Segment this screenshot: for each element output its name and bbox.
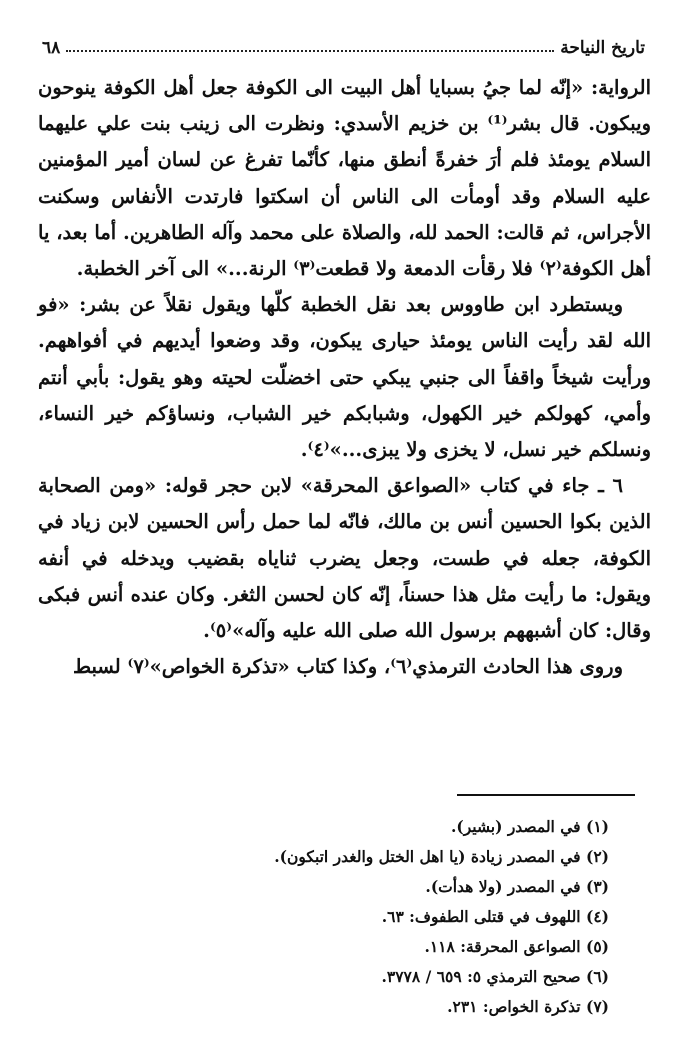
paragraph-sawaiq: ٦ ـ جاء في كتاب «الصواعق المحرقة» لابن حجر قوله: «ومن الصحابة الذين بكوا الحسين أنس بن مالك، فانّه لما حمل رأس الحسين لابن زياد في الكوفة، جعله في طست، وجعل يضرب ثناياه بقضيب ويدخله في أنفه ويقول: ما رأيت مثل هذا حسناً، إنّه كان لحسن الثغر. وكان عنده أنس فبكى وقال: كان أشبههم برسول الله صلى الله عليه وآله»⁽٥⁾. xyxy=(38,474,651,643)
header-dot-leader xyxy=(66,50,554,52)
footnote-3: (٣) في المصدر (ولا هدأت). xyxy=(425,877,609,896)
paragraph-tirmidhi: وروى هذا الحادث الترمذي⁽٦⁾، وكذا كتاب «تذكرة الخواص»⁽٧⁾ لسبط xyxy=(73,655,623,679)
footnote-2: (٢) في المصدر زيادة (يا اهل الختل والغدر اتبكون). xyxy=(274,847,609,866)
page-number: ٦٨ xyxy=(42,38,61,58)
footnote-5: (٥) الصواعق المحرقة: ١١٨. xyxy=(424,937,609,956)
footnote-6: (٦) صحيح الترمذي ٥: ٦٥٩ / ٣٧٧٨. xyxy=(381,967,609,986)
running-title: تاريخ النياحة xyxy=(560,38,645,58)
footnote-4: (٤) اللهوف في قتلى الطفوف: ٦٣. xyxy=(381,907,609,926)
footnote-1: (١) في المصدر (بشير). xyxy=(450,817,609,836)
footnote-separator xyxy=(457,794,635,796)
running-header xyxy=(42,30,645,58)
main-text xyxy=(38,70,651,685)
footnote-7: (٧) تذكرة الخواص: ٢٣١. xyxy=(447,997,609,1016)
footnotes xyxy=(60,812,609,1022)
paragraph-ibn-tawus: ويستطرد ابن طاووس بعد نقل الخطبة كلّها ويقول نقلاً عن بشر: «فو الله لقد رأيت الناس يومئذ حيارى يبكون، وقد وضعوا أيديهم في أفواههم. ورأيت شيخاً واقفاً الى جنبي يبكي حتى اخضلّت لحيته وهو يقول: بأبي أنتم وأمي، كهولكم خير الكهول، وشبابكم خير الشباب، ونساؤكم خير النساء، ونسلكم خير نسل، لا يخزى ولا يبزى...»⁽٤⁾. xyxy=(38,293,651,462)
paragraph-narration: الرواية: «إنّه لما جيُ بسبايا أهل البيت الى الكوفة جعل أهل الكوفة ينوحون ويبكون. قال بشر⁽¹⁾ بن خزيم الأسدي: ونظرت الى زينب بنت علي عليهما السلام يومئذ فلم أرَ خفرةً أنطق منها، كأنّما تفرغ عن لسان أمير المؤمنين عليه السلام وقد أومأت الى الناس أن اسكتوا فارتدت الأنفاس وسكنت الأجراس، ثم قالت: الحمد لله، والصلاة على محمد وآله الطاهرين. أما بعد، يا أهل الكوفة⁽٢⁾ فلا رقأت الدمعة ولا قطعت⁽٣⁾ الرنة...» الى آخر الخطبة. xyxy=(38,76,651,281)
